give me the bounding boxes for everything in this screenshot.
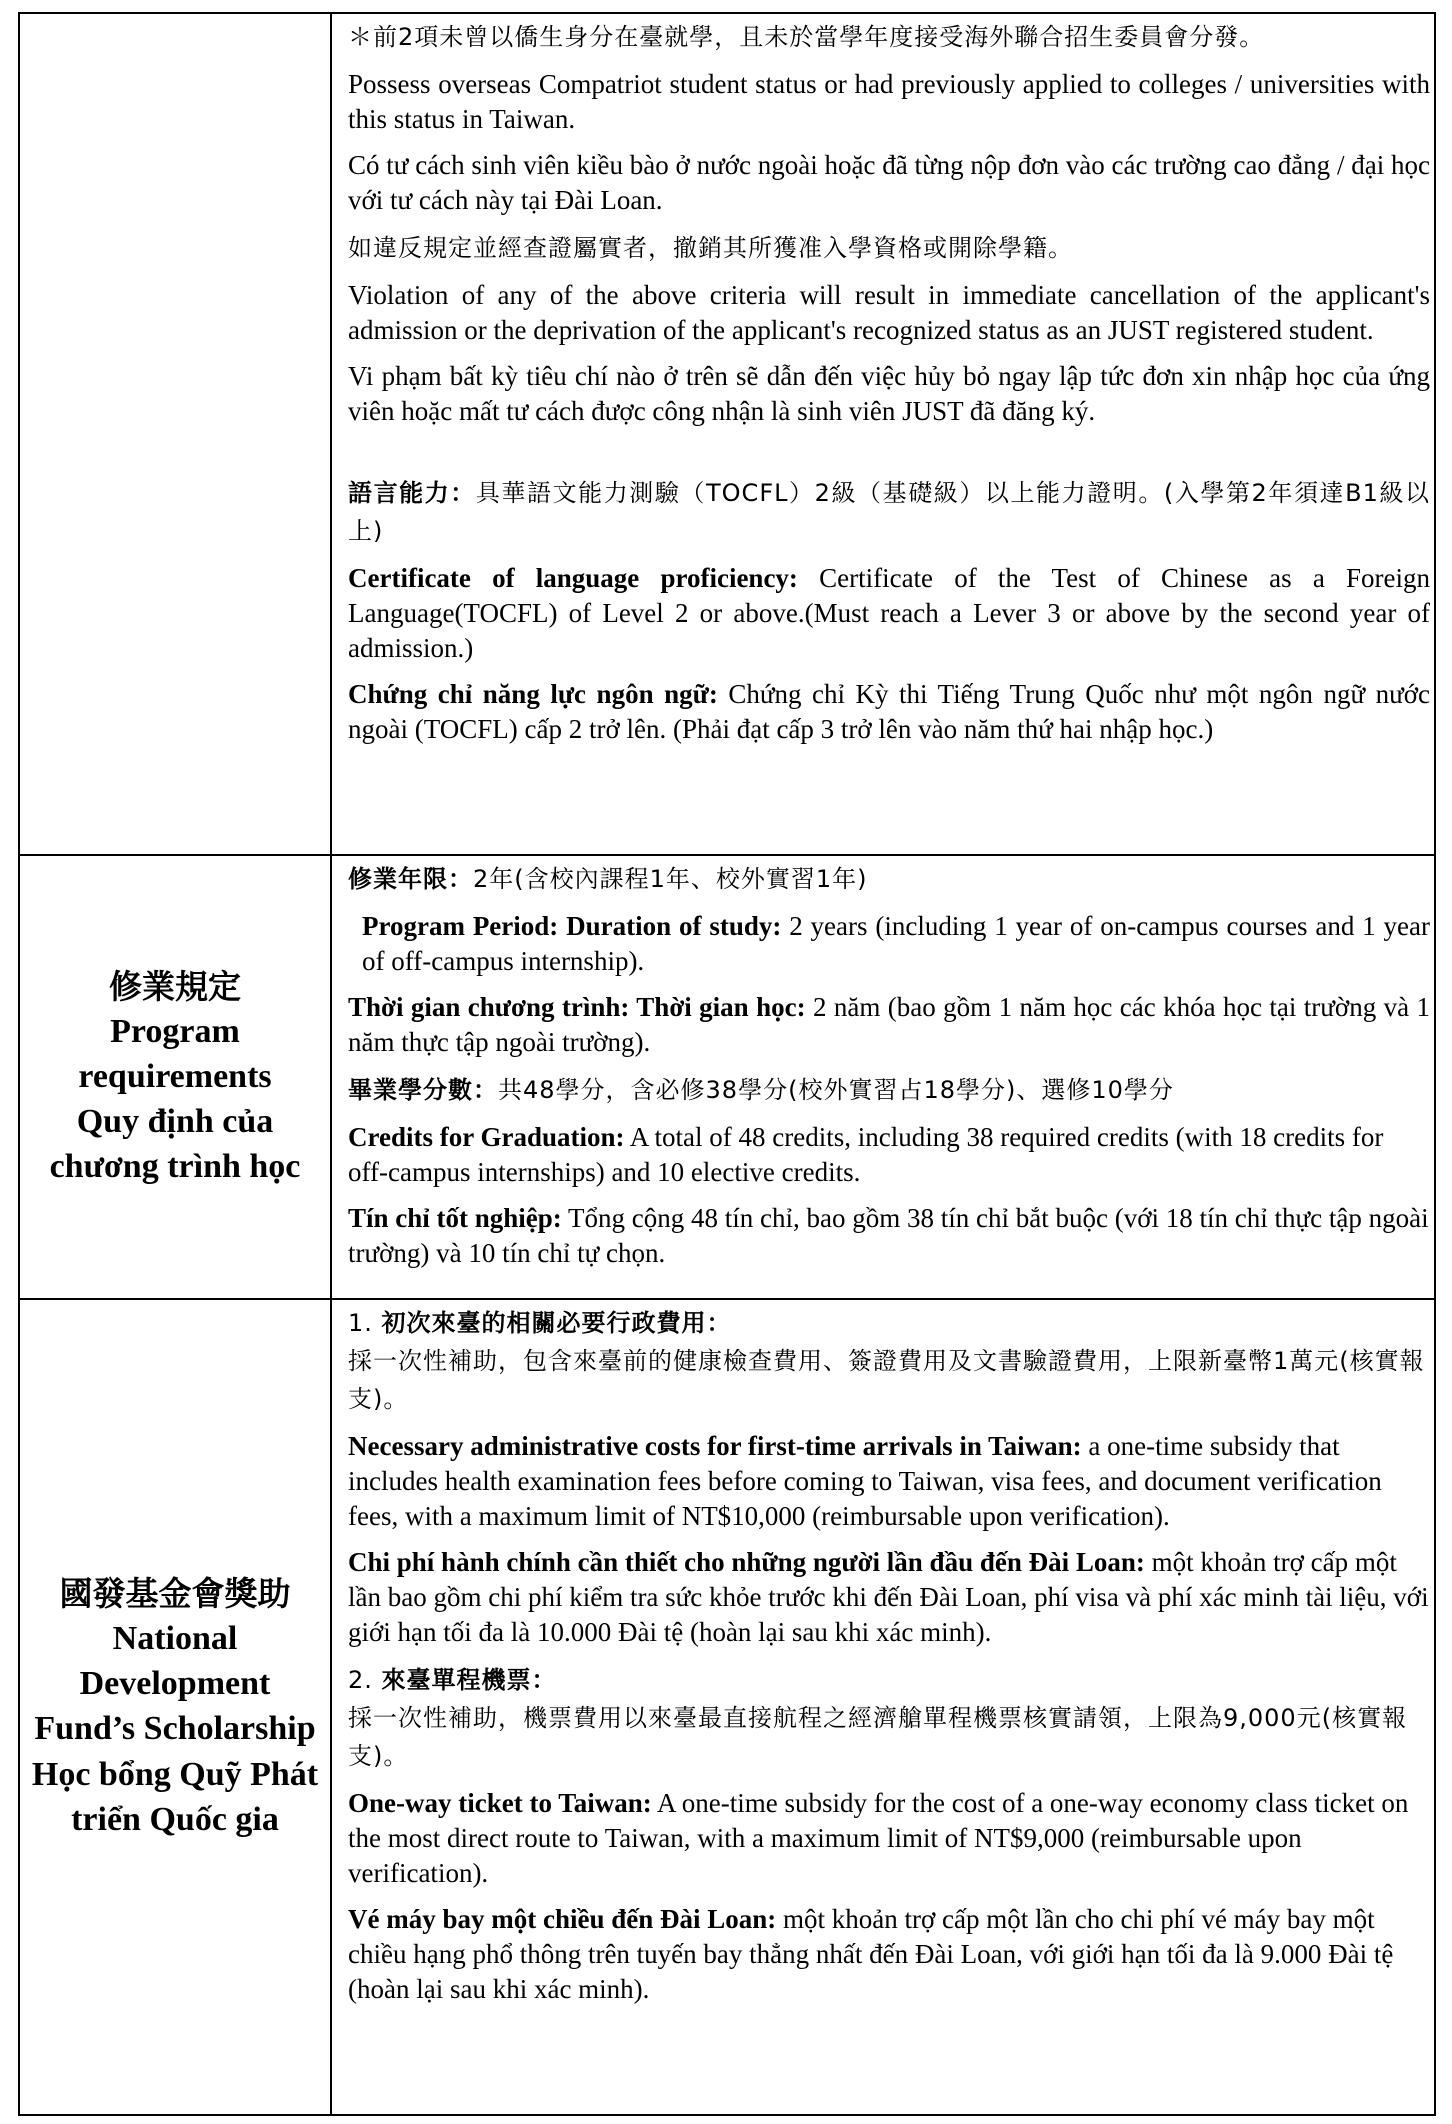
item2-text-zh: 採一次性補助，機票費用以來臺最直接航程之經濟艙單程機票核實請領，上限為9,000元(核實報支)。 (348, 1704, 1408, 1770)
item1-en (348, 1429, 1430, 1534)
credits-zh (348, 1071, 1430, 1109)
eligibility-left-cell (19, 13, 331, 855)
item2-title (348, 1661, 1430, 1699)
credits-label-vi: Tín chỉ tốt nghiệp: (348, 1203, 562, 1233)
period-label-zh: 修業年限： (348, 865, 473, 893)
item2-text-vi: một khoản trợ cấp một lần cho chi phí vé máy bay một chiều hạng phổ thông trên tuyến bay thẳng nhất đến Đài Loan, với giới hạn tối đa là 9.000 Đài tệ (hoàn lại sau khi xác minh). (348, 1904, 1394, 2004)
scholarship-title-vi: Học bổng Quỹ Phát triển Quốc gia (31, 1755, 319, 1838)
language-label-zh: 語言能力： (348, 479, 476, 507)
period-text-zh: 2年(含校內課程1年、校外實習1年) (473, 865, 868, 893)
requirements-table (18, 12, 1436, 2116)
credits-text-vi: Tổng cộng 48 tín chỉ, bao gồm 38 tín chỉ bắt buộc (với 18 tín chỉ thực tập ngoài trường) và 10 tín chỉ tự chọn. (348, 1203, 1429, 1268)
overseas-note-en: Possess overseas Compatriot student status or had previously applied to colleges / universities with this status in Taiwan. (348, 69, 1430, 134)
credits-en (348, 1120, 1430, 1190)
item1-text-en: a one-time subsidy that includes health examination fees before coming to Taiwan, visa fees, and document verification fees, with a maximum limit of NT$10,000 (reimbursable upon verification). (348, 1431, 1382, 1531)
overseas-note-zh: ＊前2項未曾以僑生身分在臺就學，且未於當學年度接受海外聯合招生委員會分發。 (348, 23, 1265, 51)
item1-title-zh: 初次來臺的相關必要行政費用： (381, 1309, 732, 1337)
item2-title-zh: 來臺單程機票： (381, 1666, 557, 1694)
program-title-zh: 修業規定 (109, 966, 241, 1006)
language-text-zh: 具華語文能力測驗（TOCFL）2級（基礎級）以上能力證明。(入學第2年須達B1級以上) (348, 479, 1430, 545)
credits-label-zh: 畢業學分數： (348, 1076, 498, 1104)
item1-label-vi: Chi phí hành chính cần thiết cho những người lần đầu đến Đài Loan: (348, 1547, 1145, 1577)
scholarship-title-en: National Development Fund’s Scholarship (34, 1619, 316, 1748)
program-row (19, 855, 1435, 1299)
item2-number: 2. (348, 1666, 373, 1694)
language-requirement-zh (348, 474, 1430, 550)
credits-text-zh: 共48學分，含必修38學分(校外實習占18學分)、選修10學分 (498, 1076, 1174, 1104)
item1-text-vi: một khoản trợ cấp một lần bao gồm chi phí kiểm tra sức khỏe trước khi đến Đài Loan, phí visa và phí xác minh tài liệu, với giới hạn tối đa là 10.000 Đài tệ (hoàn lại sau khi xác minh). (348, 1547, 1429, 1647)
language-requirement-en (348, 561, 1430, 666)
item1-vi (348, 1545, 1430, 1650)
scholarship-title-zh: 國發基金會獎助 (59, 1574, 291, 1614)
period-text-vi: 2 năm (bao gồm 1 năm học các khóa học tại trường và 1 năm thực tập ngoài trường). (348, 992, 1430, 1057)
eligibility-row (19, 13, 1435, 855)
period-label-vi: Thời gian chương trình: Thời gian học: (348, 992, 806, 1022)
item1-title (348, 1304, 1430, 1342)
violation-en: Violation of any of the above criteria will result in immediate cancellation of the applicant's admission or the deprivation of the applicant's recognized status as an JUST registered student. (348, 280, 1430, 345)
violation-vi: Vi phạm bất kỳ tiêu chí nào ở trên sẽ dẫn đến việc hủy bỏ ngay lập tức đơn xin nhập học của ứng viên hoặc mất tư cách được công nhận là sinh viên JUST đã đăng ký. (348, 361, 1430, 426)
period-vi (348, 990, 1430, 1060)
eligibility-content-cell (331, 13, 1435, 855)
overseas-note-vi: Có tư cách sinh viên kiều bào ở nước ngoài hoặc đã từng nộp đơn vào các trường cao đẳng / đại học với tư cách này tại Đài Loan. (348, 150, 1430, 215)
credits-vi (348, 1201, 1430, 1271)
period-label-en: Program Period: Duration of study: (362, 911, 782, 941)
language-text-vi: Chứng chỉ Kỳ thi Tiếng Trung Quốc như một ngôn ngữ nước ngoài (TOCFL) cấp 2 trở lên. (Phải đạt cấp 3 trở lên vào năm thứ hai nhập học.) (348, 679, 1430, 744)
item1-label-en: Necessary administrative costs for first-time arrivals in Taiwan: (348, 1431, 1082, 1461)
program-left-cell (19, 855, 331, 1299)
credits-text-en: A total of 48 credits, including 38 required credits (with 18 credits for off-campus internships) and 10 elective credits. (348, 1122, 1384, 1187)
language-label-en: Certificate of language proficiency: (348, 563, 798, 593)
program-title-en: Program requirements (78, 1012, 272, 1095)
program-title-vi: Quy định của chương trình học (49, 1102, 301, 1186)
period-zh (348, 860, 1430, 898)
item1-number: 1. (348, 1309, 373, 1337)
item1-text-zh: 採一次性補助，包含來臺前的健康檢查費用、簽證費用及文書驗證費用，上限新臺幣1萬元(核實報支)。 (348, 1347, 1425, 1413)
violation-zh: 如違反規定並經查證屬實者，撤銷其所獲准入學資格或開除學籍。 (348, 234, 1073, 262)
credits-label-en: Credits for Graduation: (348, 1122, 625, 1152)
language-requirement-vi (348, 677, 1430, 747)
scholarship-row (19, 1299, 1435, 2115)
item2-vi (348, 1902, 1430, 2007)
item2-text-en: A one-time subsidy for the cost of a one-way economy class ticket on the most direct route to Taiwan, with a maximum limit of NT$9,000 (reimbursable upon verification). (348, 1788, 1409, 1888)
language-text-en: Certificate of the Test of Chinese as a Foreign Language(TOCFL) of Level 2 or above.(Must reach a Lever 3 or above by the second year of admission.) (348, 563, 1430, 663)
item2-en (348, 1786, 1430, 1891)
period-text-en: 2 years (including 1 year of on-campus courses and 1 year of off-campus internship). (362, 911, 1430, 976)
language-label-vi: Chứng chỉ năng lực ngôn ngữ: (348, 679, 718, 709)
item2-label-en: One-way ticket to Taiwan: (348, 1788, 652, 1818)
program-content-cell (331, 855, 1435, 1299)
scholarship-content-cell (331, 1299, 1435, 2115)
item2-label-vi: Vé máy bay một chiều đến Đài Loan: (348, 1904, 777, 1934)
scholarship-left-cell (19, 1299, 331, 2115)
period-en (348, 909, 1430, 979)
